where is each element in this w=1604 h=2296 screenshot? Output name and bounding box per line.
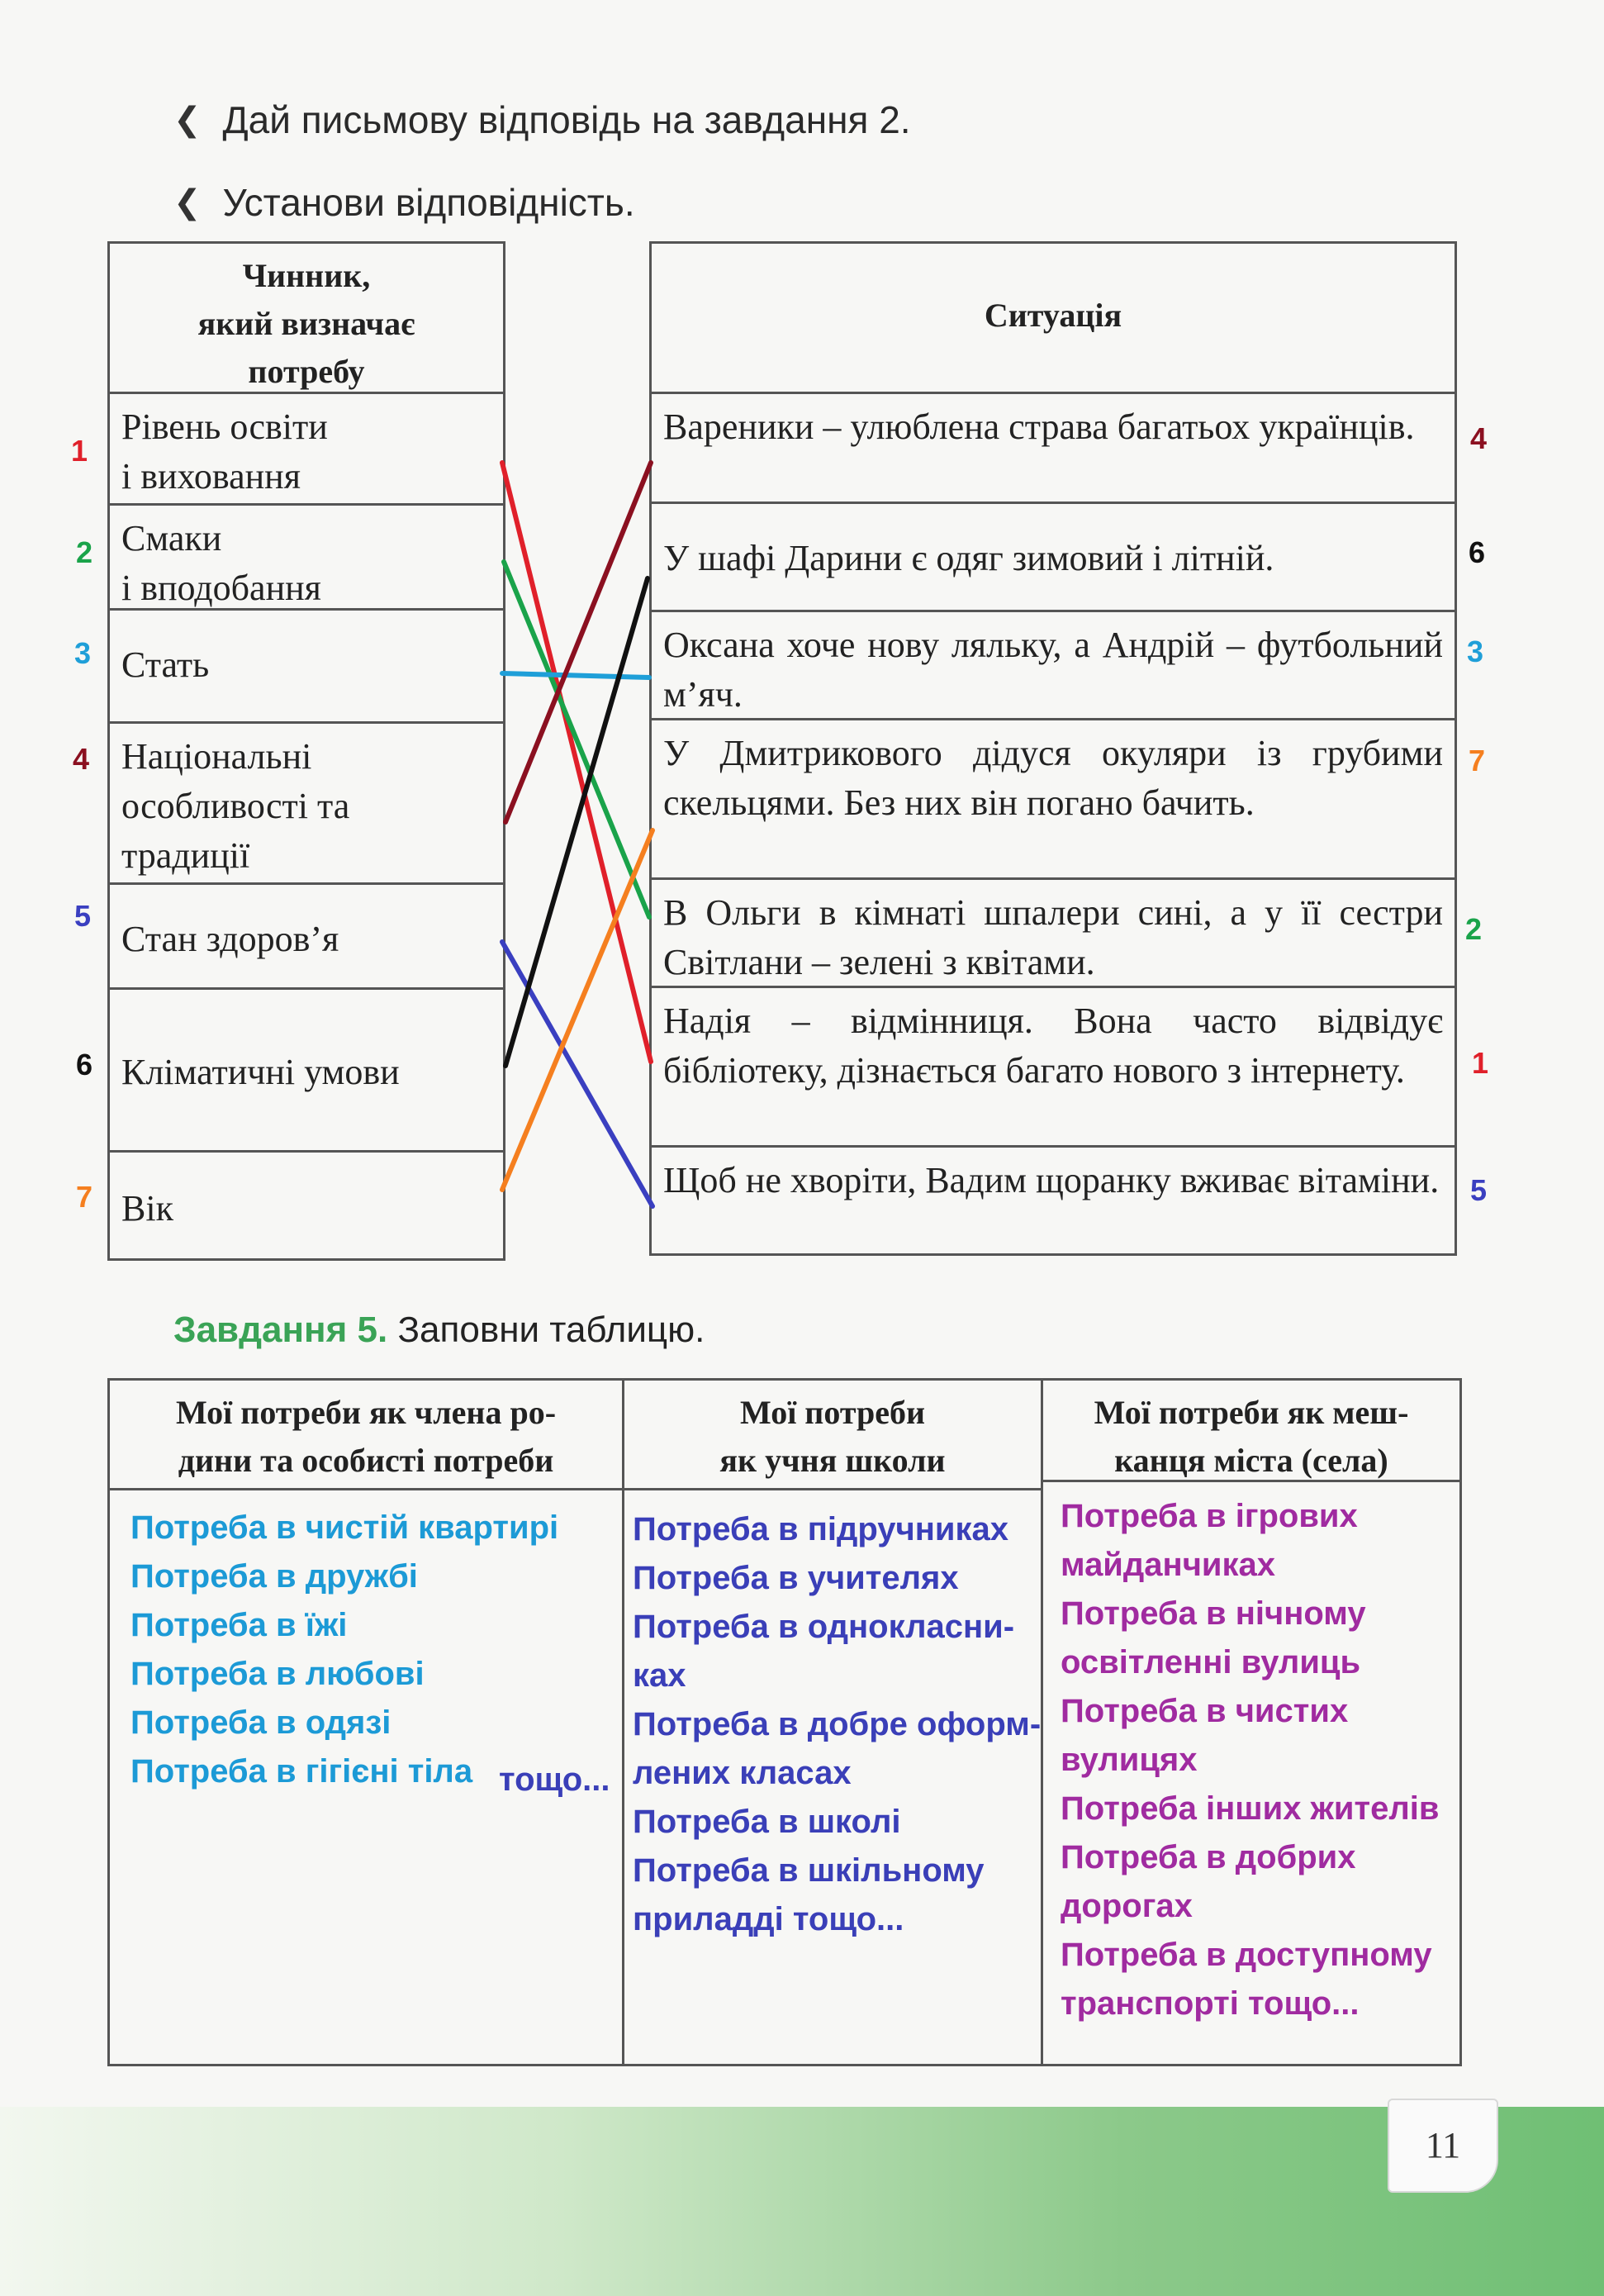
answer-item: Потреба в їжі bbox=[131, 1607, 348, 1643]
answer-item: Потреба в чистій квартирі bbox=[131, 1509, 559, 1546]
answer-item: Потреба в шкільному bbox=[633, 1852, 985, 1889]
answer-item: Потреба в учителях bbox=[633, 1560, 959, 1596]
situation-number-1: 4 bbox=[1470, 421, 1488, 455]
situation-4: У Дмитрикового дідуся окуляри із грубими скельцями. Без них він погано бачить. bbox=[649, 718, 1457, 880]
answers-school bbox=[633, 1505, 1041, 1944]
answer-item: Потреба в добре оформ- bbox=[633, 1706, 1042, 1742]
table5-header-family: Мої потреби як члена ро- дини та особисті потреби bbox=[107, 1378, 624, 1490]
factor-2: Смаки і вподобання bbox=[107, 503, 505, 611]
situation-number-2: 6 bbox=[1469, 535, 1486, 569]
situation-number-3: 3 bbox=[1467, 635, 1484, 668]
situation-number-4: 7 bbox=[1469, 744, 1486, 777]
task5-heading bbox=[173, 1310, 705, 1351]
match-line-2 bbox=[504, 562, 649, 917]
task5-text: Заповни таблицю. bbox=[397, 1310, 705, 1350]
answer-item: Потреба інших жителів bbox=[1061, 1790, 1440, 1827]
factor-7: Вік bbox=[107, 1150, 505, 1261]
situation-header: Ситуація bbox=[649, 241, 1457, 394]
answer-item: Потреба в школі bbox=[633, 1804, 901, 1840]
answer-item: дорогах bbox=[1061, 1888, 1193, 1924]
factor-number-2: 2 bbox=[76, 535, 93, 569]
situation-number-6: 1 bbox=[1472, 1046, 1489, 1080]
answer-item: транспорті тощо... bbox=[1061, 1985, 1360, 2022]
factor-5: Стан здоров’я bbox=[107, 882, 505, 990]
answer-item: освітленні вулиць bbox=[1061, 1644, 1361, 1680]
task5-label: Завдання 5. bbox=[173, 1310, 388, 1350]
answer-item: Потреба в ігрових bbox=[1061, 1498, 1358, 1534]
answer-item: Потреба в дружбі bbox=[131, 1558, 418, 1595]
situation-7: Щоб не хворіти, Вадим щоранку вживає вітаміни. bbox=[649, 1145, 1457, 1256]
answer-item: Потреба в добрих bbox=[1061, 1839, 1356, 1875]
instruction-1-text: Дай письмову відповідь на завдання 2. bbox=[222, 98, 911, 141]
answer-item: вулицях bbox=[1061, 1742, 1198, 1778]
answer-item: Потреба в нічному bbox=[1061, 1595, 1366, 1632]
factor-number-7: 7 bbox=[76, 1180, 93, 1214]
factor-number-3: 3 bbox=[74, 636, 92, 670]
situation-2: У шафі Дарини є одяг зимовий і літній. bbox=[649, 502, 1457, 612]
table5-header-school: Мої потреби як учня школи bbox=[622, 1378, 1043, 1490]
answers-family bbox=[131, 1504, 558, 1796]
factor-3: Стать bbox=[107, 608, 505, 724]
match-line-7 bbox=[502, 830, 653, 1190]
factor-4: Національні особливості та традиції bbox=[107, 721, 505, 885]
situation-3: Оксана хоче нову ляльку, а Андрій – футбольний м’яч. bbox=[649, 610, 1457, 720]
match-line-3 bbox=[502, 673, 649, 677]
chevron-left-icon: ❮ bbox=[173, 184, 202, 221]
page-number: 11 bbox=[1388, 2099, 1498, 2193]
footer-band bbox=[0, 2107, 1604, 2296]
factor-1: Рівень освіти і виховання bbox=[107, 392, 505, 506]
answer-item: Потреба в однокласни- bbox=[633, 1609, 1015, 1645]
situation-5: В Ольги в кімнаті шпалери сині, а у її сестри Світлани – зелені з квітами. bbox=[649, 877, 1457, 988]
factor-6: Кліматичні умови bbox=[107, 987, 505, 1153]
answer-item: майданчиках bbox=[1061, 1547, 1276, 1583]
table5-header-city: Мої потреби як меш- канця міста (села) bbox=[1041, 1378, 1462, 1482]
factor-number-4: 4 bbox=[73, 742, 90, 776]
situation-6: Надія – відмінниця. Вона часто відвідує бібліотеку, дізнається багато нового з інтернету. bbox=[649, 986, 1457, 1148]
answer-item: Потреба в гігієні тіла bbox=[131, 1753, 473, 1790]
answer-item: приладді тощо... bbox=[633, 1901, 904, 1937]
match-line-1 bbox=[502, 463, 651, 1062]
answer-item: Потреба в підручниках bbox=[633, 1511, 1008, 1547]
chevron-left-icon: ❮ bbox=[173, 102, 202, 138]
situation-number-5: 2 bbox=[1465, 912, 1483, 946]
factor-number-6: 6 bbox=[76, 1048, 93, 1081]
answers-city bbox=[1061, 1492, 1439, 2028]
factor-number-5: 5 bbox=[74, 899, 92, 933]
answers-family-tail: тощо... bbox=[499, 1761, 610, 1798]
answer-item: Потреба в любові bbox=[131, 1656, 425, 1692]
factor-number-1: 1 bbox=[71, 434, 88, 468]
situation-number-7: 5 bbox=[1470, 1173, 1488, 1207]
answer-item: Потреба в чистих bbox=[1061, 1693, 1349, 1729]
answer-item: ках bbox=[633, 1657, 686, 1694]
situation-1: Вареники – улюблена страва багатьох українців. bbox=[649, 392, 1457, 504]
answer-item: лених класах bbox=[633, 1755, 852, 1791]
answer-item: Потреба в доступному bbox=[1061, 1937, 1432, 1973]
answer-item: Потреба в одязі bbox=[131, 1704, 392, 1741]
instruction-2-text: Установи відповідність. bbox=[222, 181, 635, 224]
factor-header: Чинник, який визначає потребу bbox=[107, 241, 505, 394]
